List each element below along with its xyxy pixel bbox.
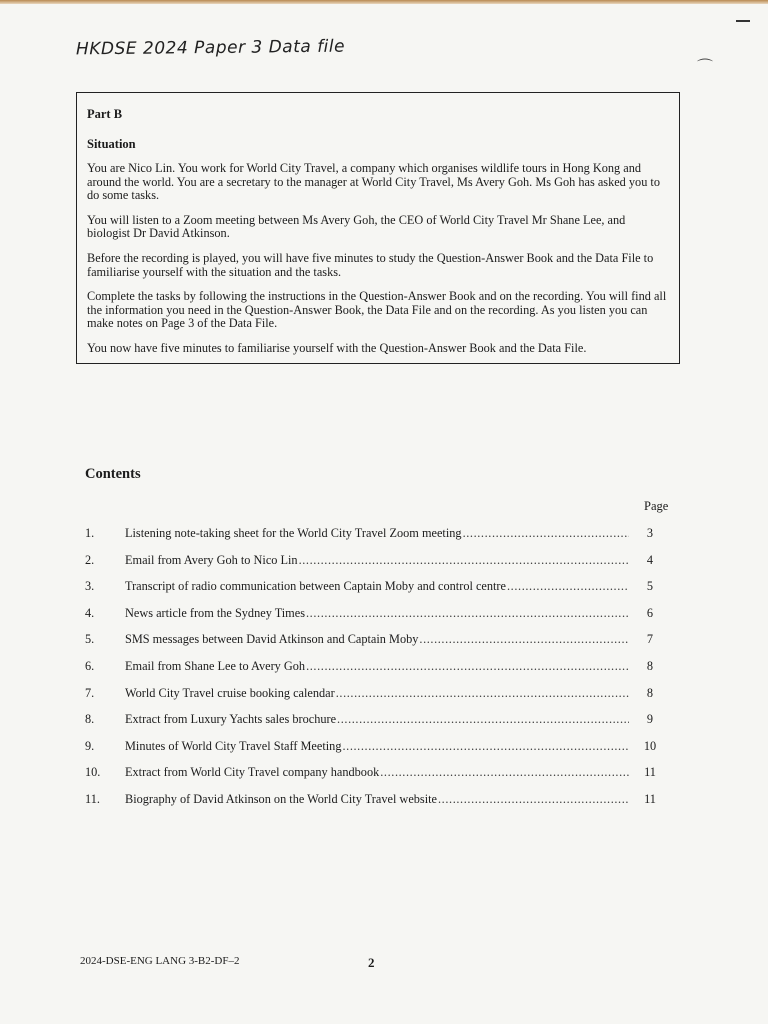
dot-leader bbox=[419, 632, 629, 647]
dot-leader bbox=[507, 579, 629, 594]
contents-item-number: 4. bbox=[85, 605, 95, 620]
contents-item-number: 9. bbox=[85, 738, 95, 753]
contents-item-title: Extract from World City Travel company handbook bbox=[125, 765, 380, 780]
dot-leader bbox=[342, 739, 629, 754]
contents-item bbox=[85, 659, 675, 686]
contents-title: Contents bbox=[85, 466, 141, 482]
paper-top-edge bbox=[0, 0, 768, 4]
contents-item-number: 11. bbox=[85, 791, 100, 806]
situation-paragraph: You are Nico Lin. You work for World City Travel, a company which organises wildlife tours in Hong Kong and around the world. You are a secretary to the manager at World City Travel, Ms Avery Goh. Ms Goh has asked you to do some tasks. bbox=[87, 161, 660, 203]
contents-item-title-line bbox=[125, 632, 629, 647]
dot-leader bbox=[306, 606, 629, 621]
contents-item bbox=[85, 526, 675, 553]
contents-item-title-line bbox=[125, 739, 629, 754]
contents-item-page: 3 bbox=[646, 526, 654, 540]
contents-item-number: 2. bbox=[85, 552, 95, 567]
contents-item-page: 5 bbox=[646, 579, 654, 594]
dot-leader bbox=[463, 526, 629, 541]
dot-leader bbox=[337, 712, 629, 727]
situation-paragraph: You now have five minutes to familiarise yourself with the Question-Answer Book and the Data File. bbox=[87, 340, 587, 355]
contents-item-title: World City Travel cruise booking calendar bbox=[125, 685, 335, 700]
contents-item-page: 11 bbox=[644, 791, 656, 806]
contents-item-title-line bbox=[125, 526, 629, 541]
contents-item bbox=[85, 792, 675, 819]
contents-item-page: 6 bbox=[646, 605, 654, 620]
contents-item bbox=[85, 686, 675, 713]
contents-item-number: 1. bbox=[85, 526, 95, 540]
contents-item-title-line bbox=[125, 659, 629, 674]
contents-item-title: Extract from Luxury Yachts sales brochure bbox=[125, 712, 337, 727]
contents-item-title: Listening note-taking sheet for the World City Travel Zoom meeting bbox=[125, 526, 462, 540]
contents-item-title-line bbox=[125, 765, 629, 780]
handwritten-note: HKDSE 2024 Paper 3 Data file bbox=[75, 36, 346, 60]
dot-leader bbox=[380, 765, 629, 780]
situation-box bbox=[76, 92, 680, 364]
situation-paragraph: Before the recording is played, you will have five minutes to study the Question-Answer Book and the Data File to familiarise yourself with the situation and the tasks. bbox=[87, 250, 654, 279]
contents-item-page: 8 bbox=[646, 685, 654, 700]
contents-item bbox=[85, 765, 675, 792]
contents-item-title-line bbox=[125, 606, 629, 621]
contents-item-title-line bbox=[125, 792, 629, 807]
contents-item-number: 6. bbox=[85, 658, 95, 673]
contents-item bbox=[85, 632, 675, 659]
dot-leader bbox=[299, 553, 629, 568]
contents-item-page: 7 bbox=[646, 632, 654, 647]
contents-item-title: SMS messages between David Atkinson and Captain Moby bbox=[125, 632, 419, 647]
contents-item-number: 8. bbox=[85, 712, 95, 727]
part-label: Part B bbox=[87, 107, 123, 121]
contents-item bbox=[85, 553, 675, 580]
contents-item-title-line bbox=[125, 579, 629, 594]
contents-item-title: News article from the Sydney Times bbox=[125, 605, 305, 620]
dot-leader bbox=[438, 792, 629, 807]
contents-item-page: 4 bbox=[646, 552, 654, 567]
contents-item-number: 3. bbox=[85, 579, 95, 594]
contents-item-title: Biography of David Atkinson on the World City Travel website bbox=[125, 791, 437, 806]
contents-item-title-line bbox=[125, 686, 629, 701]
contents-item-page: 10 bbox=[643, 738, 657, 753]
contents-item bbox=[85, 739, 675, 766]
contents-list bbox=[85, 526, 675, 819]
footer-paper-code: 2024-DSE-ENG LANG 3-B2-DF–2 bbox=[80, 955, 240, 967]
contents-item-page: 9 bbox=[646, 712, 654, 727]
contents-item bbox=[85, 712, 675, 739]
footer-page-number: 2 bbox=[368, 955, 375, 970]
pen-mark: ⌒ bbox=[697, 57, 714, 76]
situation-paragraph: You will listen to a Zoom meeting between Ms Avery Goh, the CEO of World City Travel Mr Shane Lee, and biologist Dr David Atkinson. bbox=[87, 212, 626, 241]
contents-item bbox=[85, 579, 675, 606]
contents-item-number: 5. bbox=[85, 632, 95, 647]
contents-item-title: Email from Avery Goh to Nico Lin bbox=[125, 552, 298, 567]
dot-leader bbox=[336, 686, 629, 701]
situation-label: Situation bbox=[87, 137, 136, 151]
contents-item-page: 8 bbox=[646, 658, 654, 673]
contents-item-page: 11 bbox=[644, 765, 656, 780]
contents-item-title: Email from Shane Lee to Avery Goh bbox=[125, 658, 306, 673]
page-column-label: Page bbox=[644, 499, 669, 513]
corner-mark bbox=[736, 20, 750, 22]
dot-leader bbox=[306, 659, 629, 674]
contents-item-number: 7. bbox=[85, 685, 95, 700]
contents-item-title-line bbox=[125, 553, 629, 568]
contents-item-number: 10. bbox=[85, 765, 101, 780]
contents-item-title: Minutes of World City Travel Staff Meeting bbox=[125, 738, 342, 753]
contents-item-title-line bbox=[125, 712, 629, 727]
contents-item bbox=[85, 606, 675, 633]
situation-paragraph: Complete the tasks by following the instructions in the Question-Answer Book and on the recording. You will find all the information you need in the Question-Answer Book, the Data File and on the recording. As you listen you can make notes on Page 3 of the Data File. bbox=[87, 289, 667, 331]
contents-item-title: Transcript of radio communication between Captain Moby and control centre bbox=[125, 579, 506, 594]
